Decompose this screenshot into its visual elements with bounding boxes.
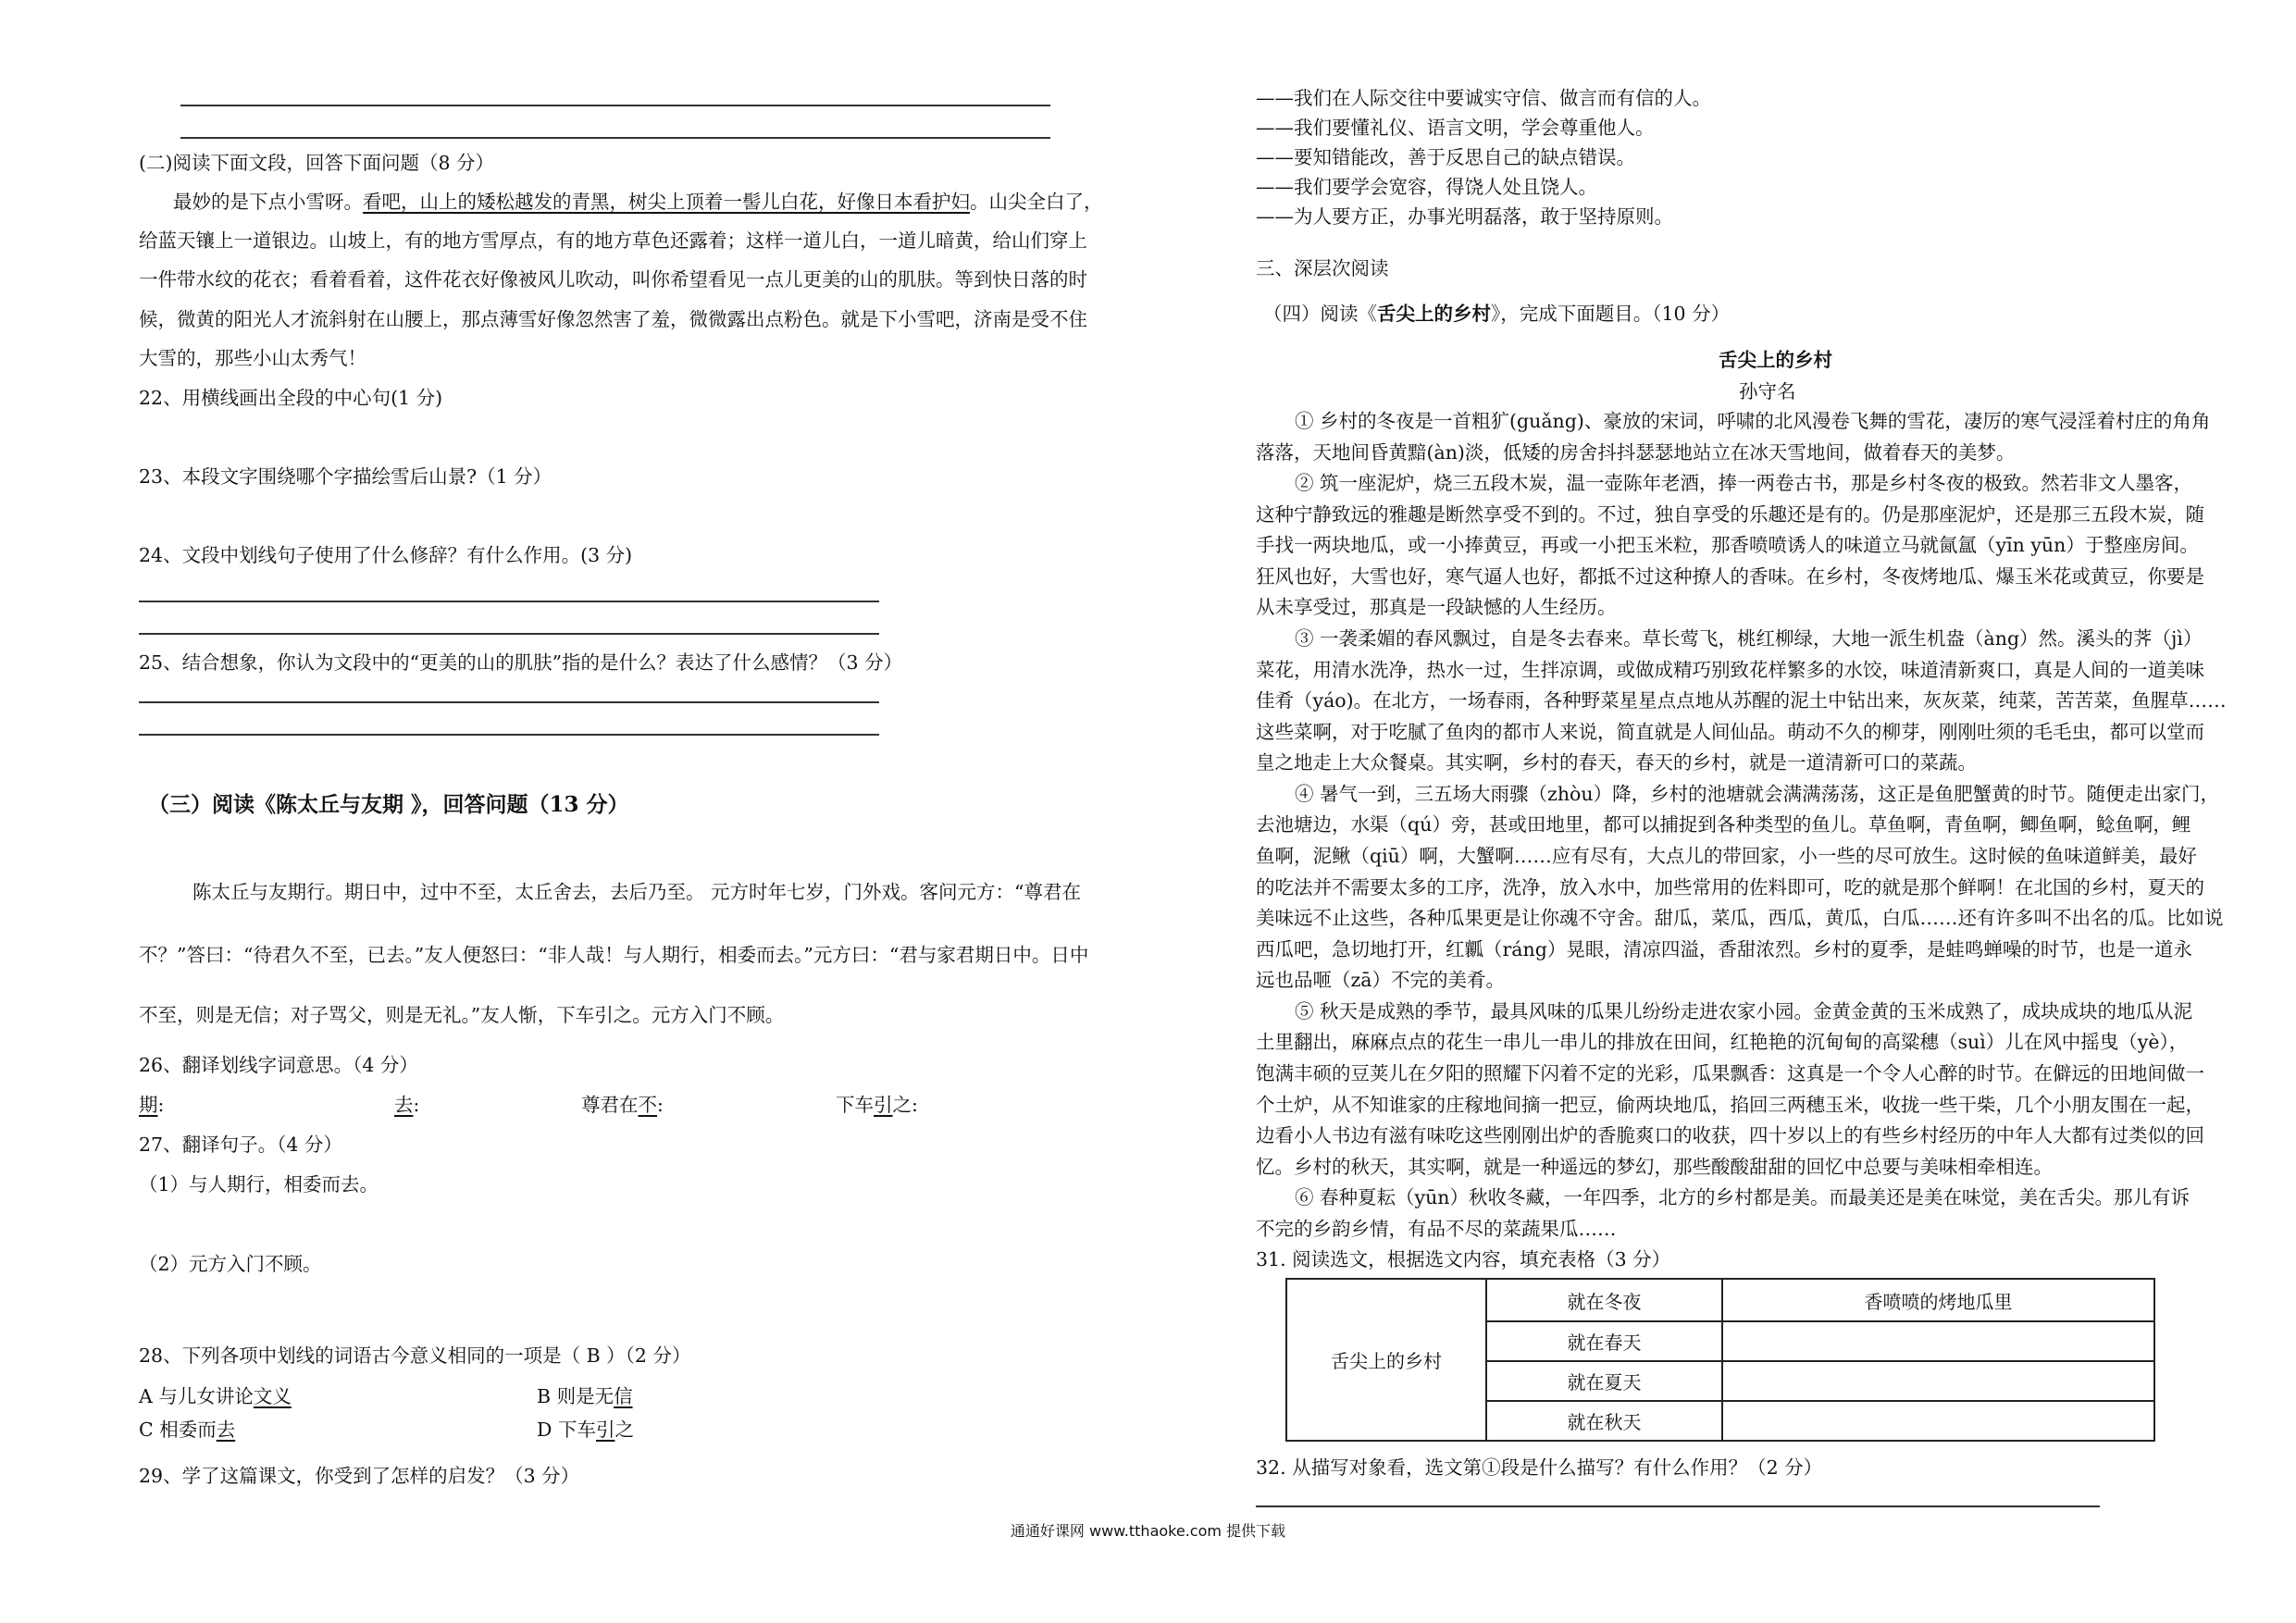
option-line: ——为人要方正，办事光明磊落，敢于坚持原则。 [1256,205,1673,228]
answer-line [139,701,879,703]
option-line: ——要知错能改，善于反思自己的缺点错误。 [1256,146,1635,168]
article-line: 饱满丰硕的豆荚儿在夕阳的照耀下闪着不定的光彩，瓜果飘香：这真是一个令人心醉的时节。在僻远的田地间做一 [1256,1062,2204,1084]
article-line: 不完的乡韵乡情，有品不尽的菜蔬果瓜…… [1256,1218,1617,1240]
answer-line [139,633,879,635]
table-key: 就在秋天 [1486,1401,1722,1441]
article-line: ⑤ 秋天是成熟的季节，最具风味的瓜果儿纷纷走进农家小园。金黄金黄的玉米成熟了，成块成块的地瓜从泥 [1295,1000,2193,1022]
passage-line: 最妙的是下点小雪呀。看吧，山上的矮松越发的青黑，树尖上顶着一髻儿白花，好像日本看护妇。山尖全白了， [173,191,1103,213]
question-32: 32. 从描写对象看，选文第①段是什么描写？有什么作用？（2 分） [1256,1456,1823,1479]
table-key: 就在冬夜 [1486,1279,1722,1321]
passage-line: 大雪的，那些小山太秀气！ [139,347,366,369]
article-line: 忆。乡村的秋天，其实啊，就是一种遥远的梦幻，那些酸酸甜甜的回忆中总要与美味相牵相连。 [1256,1156,2053,1178]
article-line: ③ 一袭柔媚的春风飘过，自是冬去春来。草长莺飞，桃红柳绿，大地一派生机盎（àng）然。溪头的荠（jì） [1295,627,2203,650]
article-line: 这些菜啊，对于吃腻了鱼肉的都市人来说，简直就是人间仙品。萌动不久的柳芽，刚刚吐须的毛毛虫，都可以堂而 [1256,721,2204,743]
question-24: 24、文段中划线句子使用了什么修辞？有什么作用。(3 分) [139,544,633,566]
question-29: 29、学了这篇课文，你受到了怎样的启发？（3 分） [139,1465,580,1487]
table-value[interactable] [1722,1321,2154,1361]
article-line: 手找一两块地瓜，或一小捧黄豆，再或一小把玉米粒，那香喷喷诱人的味道立马就氤氲（yīn yūn）于整座房间。 [1256,534,2199,556]
article-line: ① 乡村的冬夜是一首粗犷(guǎng)、豪放的宋词，呼啸的北风漫卷飞舞的雪花，凄厉的寒气浸淫着村庄的角角 [1295,410,2211,432]
table-key: 就在夏天 [1486,1361,1722,1401]
fill-table [1285,1278,2155,1442]
classical-text-line: 陈太丘与友期行。期日中，过中不至，太丘舍去，去后乃至。 元方时年七岁，门外戏。客问元方：“尊君在 [192,881,1081,903]
article-line: 从未享受过，那真是一段缺憾的人生经历。 [1256,596,1617,618]
passage-line: 一件带水纹的花衣；看着看着，这件花衣好像被风儿吹动，叫你希望看见一点儿更美的山的肌肤。等到快日落的时 [139,268,1087,291]
option-line: ——我们在人际交往中要诚实守信、做言而有信的人。 [1256,87,1711,109]
article-line: ② 筑一座泥炉，烧三五段木炭，温一壶陈年老酒，捧一两卷古书，那是乡村冬夜的极致。然若非文人墨客， [1295,472,2193,494]
question-31: 31. 阅读选文，根据选文内容，填充表格（3 分） [1256,1248,1671,1270]
option-a: A 与儿女讲论文义 [139,1385,292,1407]
article-line: 皇之地走上大众餐桌。其实啊，乡村的春天，春天的乡村，就是一道清新可口的菜蔬。 [1256,751,1977,774]
article-line: 落落，天地间昏黄黯(àn)淡，低矮的房舍抖抖瑟瑟地站立在冰天雪地间，做着春天的美梦。 [1256,441,2016,464]
question-22: 22、用横线画出全段的中心句(1 分) [139,387,443,409]
answer-line [180,137,1050,139]
question-25: 25、结合想象，你认为文段中的“更美的山的肌肤”指的是什么？表达了什么感情？（3 分） [139,651,903,674]
article-line: 美味远不止这些，各种瓜果更是让你魂不守舍。甜瓜，菜瓜，西瓜，黄瓜，白瓜……还有许多叫不出名的瓜。比如说 [1256,907,2224,929]
section-heading: （三）阅读《陈太丘与友期 》，回答问题（13 分） [148,792,629,817]
q26-item-c: 尊君在不: [581,1094,664,1116]
article-line: 边看小人书边有滋有味吃这些刚刚出炉的香脆爽口的收获，四十岁以上的有些乡村经历的中年人大都有过类似的回 [1256,1124,2204,1146]
option-line: ——我们要懂礼仪、语言文明，学会尊重他人。 [1256,117,1655,139]
answer-line [1256,1505,2100,1507]
classical-text-line: 不？”答曰：“待君久不至，已去。”友人便怒曰：“非人哉！与人期行，相委而去。”元方曰：“君与家君期日中。日中 [139,944,1089,966]
article-line: ④ 暑气一到，三五场大雨骤（zhòu）降，乡村的池塘就会满满荡荡，这正是鱼肥蟹黄的时节。随便走出家门， [1295,783,2220,805]
article-line: 这种宁静致远的雅趣是断然享受不到的。不过，独自享受的乐趣还是有的。仍是那座泥炉，还是那三五段木炭，随 [1256,503,2204,526]
underlined-sentence: 看吧，山上的矮松越发的青黑，树尖上顶着一髻儿白花，好像日本看护妇 [363,191,970,213]
question-23: 23、本段文字围绕哪个字描绘雪后山景?（1 分） [139,465,552,488]
article-line: 的吃法并不需要太多的工序，洗净，放入水中，加些常用的佐料即可，吃的就是那个鲜啊！在北国的乡村，夏天的 [1256,876,2204,898]
article-line: 佳肴（yáo)。在北方，一场春雨，各种野菜星星点点地从苏醒的泥土中钻出来，灰灰菜，纯菜，苦苦菜，鱼腥草…… [1256,689,2227,712]
section-heading: (二)阅读下面文段，回答下面问题（8 分） [139,152,495,174]
article-line: 个土炉，从不知谁家的庄稼地间摘一把豆，偷两块地瓜，掐回三两穗玉米，收拢一些干柴，几个小朋友围在一起， [1256,1094,2204,1116]
question-28: 28、下列各项中划线的词语古今意义相同的一项是（ B ）（2 分） [139,1344,691,1367]
answer-line [180,105,1050,106]
table-row-head: 舌尖上的乡村 [1286,1279,1486,1441]
option-c: C 相委而去 [139,1419,236,1441]
table-value[interactable] [1722,1361,2154,1401]
q26-item-a: 期: [139,1094,165,1116]
question-27-2: （2）元方入门不顾。 [139,1253,322,1275]
passage-line: 候，微黄的阳光人才流斜射在山腰上，那点薄雪好像忽然害了羞，微微露出点粉色。就是下小雪吧，济南是受不住 [139,308,1087,330]
section-heading: 三、深层次阅读 [1256,257,1389,279]
table-value: 香喷喷的烤地瓜里 [1722,1279,2154,1321]
section-heading: （四）阅读《舌尖上的乡村》，完成下面题目。（10 分） [1263,303,1731,325]
option-line: ——我们要学会宽容，得饶人处且饶人。 [1256,176,1597,198]
article-line: 西瓜吧，急切地打开，红瓤（ráng）晃眼，清凉四溢，香甜浓烈。乡村的夏季，是蛙鸣蝉噪的时节，也是一道永 [1256,938,2192,960]
q26-item-b: 去: [394,1094,420,1116]
answer-line [139,734,879,736]
table-value[interactable] [1722,1401,2154,1441]
option-b: B 则是无信 [537,1385,633,1407]
option-d: D 下车引之 [537,1419,634,1441]
article-title: 舌尖上的乡村 [1719,349,1832,371]
footer-source: 通通好课网 www.tthaoke.com 提供下载 [1010,1522,1286,1540]
article-line: ⑥ 春种夏耘（yūn）秋收冬藏，一年四季，北方的乡村都是美。而最美还是美在味觉，美在舌尖。那儿有诉 [1295,1186,2191,1208]
q26-item-d: 下车引之: [836,1094,918,1116]
question-26: 26、翻译划线字词意思。（4 分） [139,1054,418,1076]
article-author: 孙守名 [1739,380,1796,403]
article-line: 菜花，用清水洗净，热水一过，生拌凉调，或做成精巧别致花样繁多的水饺，味道清新爽口，真是人间的一道美味 [1256,659,2204,681]
passage-line: 给蓝天镶上一道银边。山坡上，有的地方雪厚点，有的地方草色还露着；这样一道儿白，一道儿暗黄，给山们穿上 [139,229,1087,252]
answer-line [139,601,879,602]
table-key: 就在春天 [1486,1321,1722,1361]
article-line: 远也品咂（zā）不完的美肴。 [1256,969,1506,991]
question-27: 27、翻译句子。（4 分） [139,1134,342,1156]
article-line: 鱼啊，泥鳅（qiū）啊，大蟹啊……应有尽有，大点儿的带回家，小一些的尽可放生。这时候的鱼味道鲜美，最好 [1256,845,2197,867]
article-line: 狂风也好，大雪也好，寒气逼人也好，都抵不过这种撩人的香味。在乡村，冬夜烤地瓜、爆玉米花或黄豆，你要是 [1256,565,2204,588]
question-27-1: （1）与人期行，相委而去。 [139,1173,379,1196]
article-line: 土里翻出，麻麻点点的花生一串儿一串儿的排放在田间，红艳艳的沉甸甸的高粱穗（suì）儿在风中摇曳（yè）， [1256,1031,2189,1053]
classical-text-line: 不至，则是无信；对子骂父，则是无礼。”友人惭，下车引之。元方入门不顾。 [139,1004,785,1026]
article-line: 去池塘边，水渠（qú）旁，甚或田地里，都可以捕捉到各种类型的鱼儿。草鱼啊，青鱼啊，鲫鱼啊，鲶鱼啊，鲤 [1256,813,2191,836]
